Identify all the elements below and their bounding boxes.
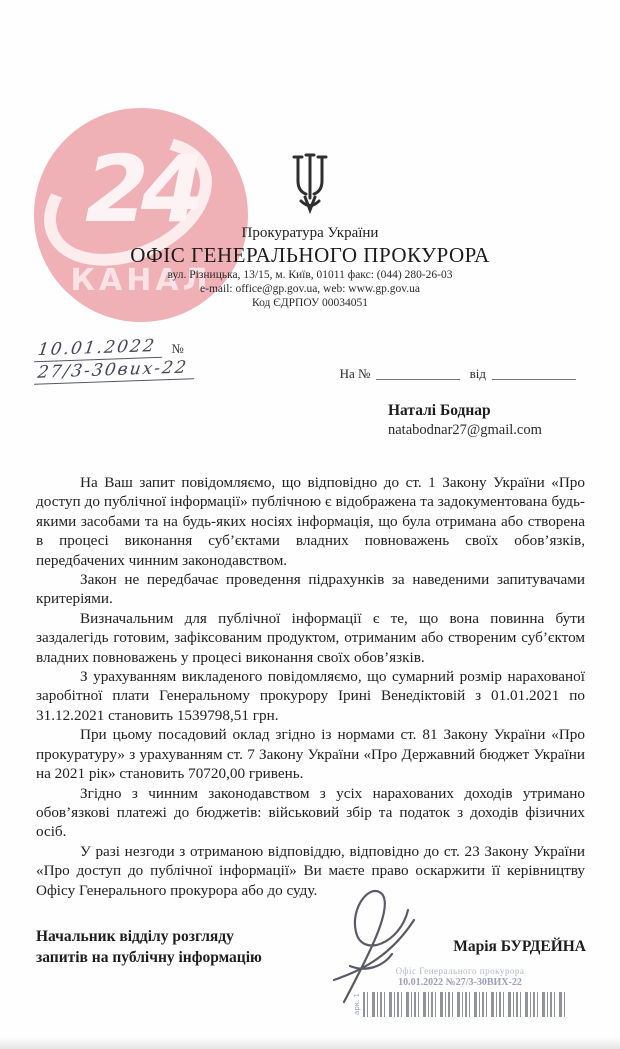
outgoing-reference	[36, 338, 340, 382]
signer-position	[36, 926, 298, 968]
signer-position-line2: запитів на публічну інформацію	[36, 948, 262, 966]
signer-name: Марія БУРДЕЙНА	[453, 937, 586, 955]
blank-line	[376, 366, 460, 380]
addressee-name: Наталі Боднар	[388, 402, 491, 419]
body-paragraph: З урахуванням викладеного повідомляємо, що сумарний розмір нарахованої заробітної плати Генеральному прокурору Ірині Венедіктовій з 01.01.2021 по 31.12.2021 становить 1539798,51 грн.	[36, 668, 585, 724]
org-name-small: Прокуратура України	[241, 225, 379, 241]
stamp-number-line: 10.01.2022 №27/3-30ВИХ-22	[398, 977, 522, 988]
signature-block	[36, 926, 600, 968]
org-contacts: e-mail: office@gp.gov.ua, web: www.gp.gov.ua	[200, 283, 420, 295]
handwritten-number: 27/3-30вих-22	[34, 357, 197, 385]
addressee-block	[388, 402, 620, 439]
body-paragraph: Визначальним для публічної інформації є те, що вона повинна бути заздалегідь готовим, зафіксованим продуктом, отриманим або створеним суб’єктом владних повноважень у процесі виконання своїх обов’язків.	[36, 609, 585, 666]
watermark-channel-label: КАНАЛ	[70, 263, 212, 298]
ukraine-trident-emblem-icon	[288, 152, 332, 214]
sheet-label: арк. 1	[352, 993, 361, 1015]
org-edrpou: Код ЄДРПОУ 00034051	[251, 297, 369, 309]
body-paragraph: На Ваш запит повідомляємо, що відповідно до ст. 1 Закону України «Про доступ до публічної інформації» публічною є відображена та задокументована будь-якими засобами та на будь-яких носіях інформація, що була отримана або створена в процесі виконання суб’єктами владних повноважень своїх обов’язків, передбачених чинним законодавством.	[36, 474, 585, 569]
stamp-office-line: Офіс Генерального прокурора	[395, 966, 525, 976]
org-name-main: ОФІС ГЕНЕРАЛЬНОГО ПРОКУРОРА	[130, 243, 490, 267]
letter-body	[36, 473, 585, 900]
barcode	[363, 992, 565, 1017]
number-sign: №	[171, 341, 184, 356]
signer-position-line1: Начальник відділу розгляду	[36, 927, 234, 945]
body-paragraph: Згідно з чинним законодавством з усіх нарахованих доходів утримано обов’язкові платежі до бюджетів: військовий збір та податок з доходів фізичних осіб.	[36, 784, 585, 841]
org-address: вул. Різницька, 13/15, м. Київ, 01011 факс: (044) 280-26-03	[167, 269, 453, 281]
reference-row	[36, 338, 582, 382]
incoming-reference	[340, 366, 582, 382]
body-paragraph: При цьому посадовий оклад згідно із нормами ст. 81 Закону України «Про прокуратуру» з урахуванням ст. 7 Закону України «Про Державний бюджет України на 2021 рік» становить 70720,00 гривень.	[36, 726, 585, 783]
reply-no-label: На №	[339, 366, 371, 381]
watermark-number: 24	[84, 136, 198, 243]
blank-line	[492, 366, 576, 380]
body-paragraph: Закон не передбачає проведення підрахунків за наведеними запитувачами критеріями.	[36, 571, 585, 608]
registry-stamp	[352, 966, 568, 1017]
reply-from-label: від	[469, 366, 486, 381]
letterhead	[0, 0, 620, 310]
addressee-email: natabodnar27@gmail.com	[388, 422, 542, 438]
body-paragraph: У разі незгоди з отриманою відповіддю, відповідно до ст. 23 Закону України «Про доступ до публічної інформації» Ви маєте право оскаржити її керівництву Офісу Генерального прокурора або до суду.	[36, 842, 585, 899]
barcode-area	[352, 992, 568, 1017]
handwritten-date: 10.01.2022	[34, 336, 165, 362]
scan-edge-shadow	[0, 1037, 620, 1049]
